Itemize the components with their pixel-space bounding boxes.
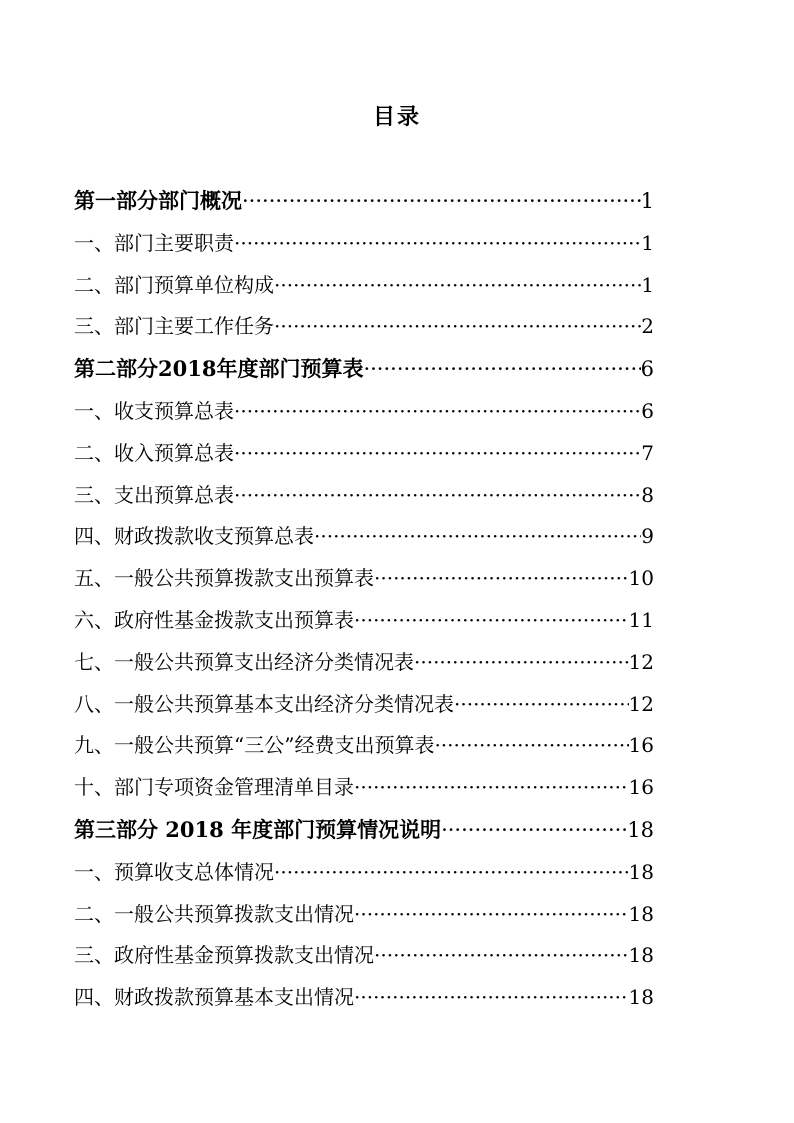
table-of-contents bbox=[74, 180, 654, 1019]
toc-entry-page: 18 bbox=[628, 901, 654, 926]
toc-entry-page: 1 bbox=[641, 272, 654, 297]
toc-leader-dots bbox=[354, 767, 629, 809]
toc-entry-label: 第三部分 2018 年度部门预算情况说明 bbox=[74, 816, 442, 842]
toc-entry-page: 2 bbox=[641, 314, 654, 339]
toc-leader-dots bbox=[354, 600, 629, 642]
toc-entry-page: 9 bbox=[641, 524, 654, 549]
toc-leader-dots bbox=[354, 977, 629, 1019]
toc-leader-dots bbox=[234, 391, 641, 433]
toc-entry[interactable] bbox=[74, 433, 654, 475]
toc-entry-page: 10 bbox=[628, 566, 654, 591]
toc-leader-dots bbox=[441, 810, 627, 852]
toc-entry-page: 6 bbox=[641, 398, 654, 423]
toc-entry[interactable] bbox=[74, 391, 654, 433]
toc-entry-label: 五、一般公共预算拨款支出预算表 bbox=[74, 566, 374, 591]
toc-entry[interactable] bbox=[74, 642, 654, 684]
toc-entry-page: 18 bbox=[628, 985, 654, 1010]
toc-leader-dots bbox=[354, 894, 629, 936]
toc-entry-page: 1 bbox=[641, 230, 654, 255]
toc-leader-dots bbox=[414, 642, 629, 684]
toc-entry-page: 1 bbox=[640, 189, 654, 213]
toc-leader-dots bbox=[274, 306, 641, 348]
toc-leader-dots bbox=[314, 516, 641, 558]
toc-entry-label: 十、部门专项资金管理清单目录 bbox=[74, 775, 354, 800]
toc-leader-dots bbox=[234, 433, 641, 475]
toc-entry[interactable] bbox=[74, 516, 654, 558]
toc-entry-part-3[interactable] bbox=[74, 809, 654, 852]
toc-leader-dots bbox=[242, 181, 641, 223]
toc-entry-label: 三、政府性基金预算拨款支出情况 bbox=[74, 943, 374, 968]
toc-entry-page: 11 bbox=[628, 607, 654, 632]
toc-leader-dots bbox=[374, 558, 629, 600]
toc-entry[interactable] bbox=[74, 265, 654, 307]
toc-entry-page: 18 bbox=[628, 859, 654, 884]
toc-entry-label: 九、一般公共预算“三公”经费支出预算表 bbox=[74, 733, 435, 758]
toc-leader-dots bbox=[374, 935, 629, 977]
toc-entry-label: 第一部分部门概况 bbox=[74, 188, 242, 213]
toc-entry-page: 18 bbox=[627, 817, 654, 842]
toc-leader-dots bbox=[274, 265, 641, 307]
toc-entry[interactable] bbox=[74, 725, 654, 767]
toc-entry-label: 四、财政拨款收支预算总表 bbox=[74, 524, 314, 549]
toc-entry[interactable] bbox=[74, 475, 654, 517]
toc-entry-label: 三、支出预算总表 bbox=[74, 482, 234, 507]
toc-leader-dots bbox=[434, 725, 628, 767]
toc-entry[interactable] bbox=[74, 935, 654, 977]
toc-entry[interactable] bbox=[74, 223, 654, 265]
toc-entry-page: 16 bbox=[628, 733, 654, 758]
toc-entry-label: 二、一般公共预算拨款支出情况 bbox=[74, 901, 354, 926]
toc-entry-label: 一、收支预算总表 bbox=[74, 398, 234, 423]
page-title: 目录 bbox=[372, 104, 421, 130]
toc-leader-dots bbox=[454, 684, 629, 726]
toc-leader-dots bbox=[234, 475, 641, 517]
toc-entry-page: 12 bbox=[628, 649, 654, 674]
toc-entry-label: 二、收入预算总表 bbox=[74, 440, 234, 465]
toc-entry-label: 八、一般公共预算基本支出经济分类情况表 bbox=[74, 691, 454, 716]
toc-entry[interactable] bbox=[74, 684, 654, 726]
toc-entry-page: 8 bbox=[641, 482, 654, 507]
toc-entry-label: 四、财政拨款预算基本支出情况 bbox=[74, 985, 354, 1010]
toc-entry-page: 12 bbox=[628, 691, 654, 716]
toc-entry[interactable] bbox=[74, 306, 654, 348]
toc-entry-label: 二、部门预算单位构成 bbox=[74, 272, 274, 297]
toc-entry-part-2[interactable] bbox=[74, 348, 654, 391]
toc-leader-dots bbox=[234, 223, 641, 265]
toc-entry[interactable] bbox=[74, 767, 654, 809]
toc-entry-label: 六、政府性基金拨款支出预算表 bbox=[74, 607, 354, 632]
toc-entry-label: 三、部门主要工作任务 bbox=[74, 314, 274, 339]
toc-entry-part-1[interactable] bbox=[74, 180, 654, 223]
toc-entry[interactable] bbox=[74, 894, 654, 936]
toc-entry[interactable] bbox=[74, 977, 654, 1019]
toc-entry-page: 6 bbox=[640, 357, 654, 382]
toc-leader-dots bbox=[363, 349, 640, 391]
toc-entry-label: 一、部门主要职责 bbox=[74, 230, 234, 255]
toc-entry[interactable] bbox=[74, 600, 654, 642]
toc-entry-page: 7 bbox=[641, 440, 654, 465]
toc-entry-label: 第二部分2018年度部门预算表 bbox=[74, 356, 364, 382]
toc-entry-label: 七、一般公共预算支出经济分类情况表 bbox=[74, 649, 414, 674]
toc-leader-dots bbox=[274, 852, 629, 894]
toc-entry-page: 18 bbox=[628, 943, 654, 968]
toc-entry[interactable] bbox=[74, 852, 654, 894]
toc-entry[interactable] bbox=[74, 558, 654, 600]
toc-entry-label: 一、预算收支总体情况 bbox=[74, 859, 274, 884]
toc-entry-page: 16 bbox=[628, 775, 654, 800]
